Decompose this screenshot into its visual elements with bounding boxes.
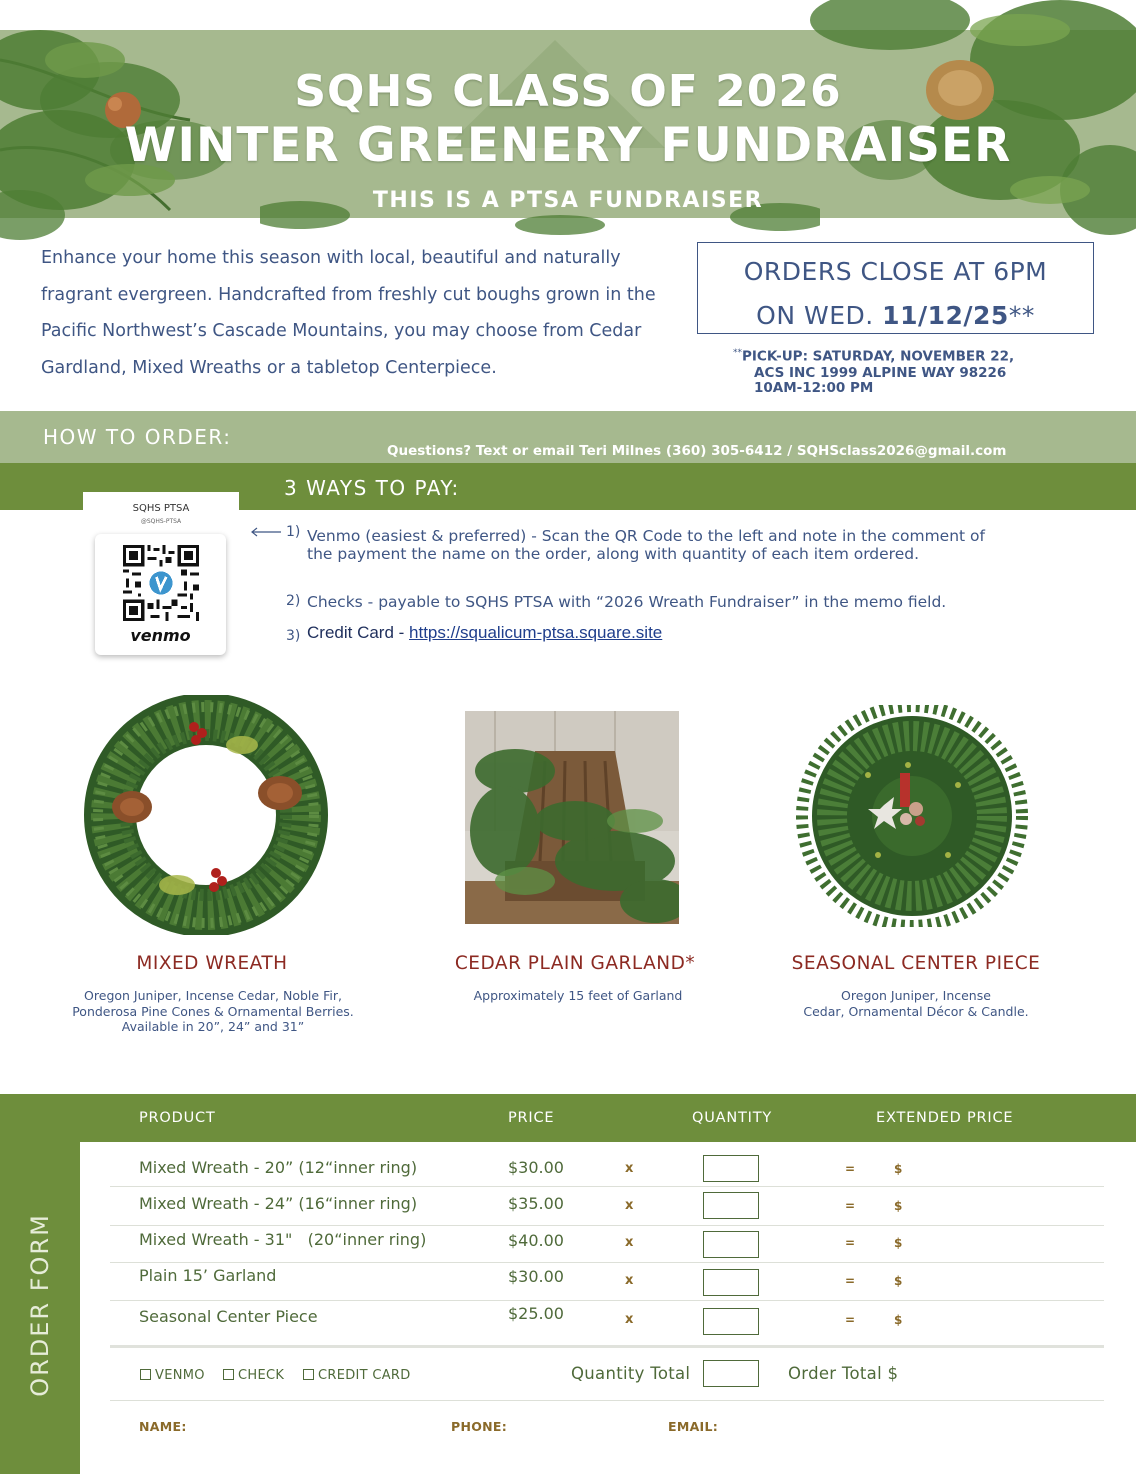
times-symbol: x bbox=[625, 1161, 634, 1176]
equals-symbol: = bbox=[845, 1199, 856, 1213]
pickup-line-3: 10AM-12:00 PM bbox=[754, 379, 874, 396]
row-divider bbox=[110, 1262, 1104, 1263]
header-product: PRODUCT bbox=[139, 1110, 216, 1126]
desc-line: Ponderosa Pine Cones & Ornamental Berries. bbox=[72, 1003, 354, 1019]
row-divider bbox=[110, 1400, 1104, 1401]
venmo-logo: venmo bbox=[130, 626, 191, 645]
payment-option-label: VENMO bbox=[155, 1368, 205, 1383]
pickup-marker: ** bbox=[733, 348, 742, 358]
row-product: Mixed Wreath - 20” (12“inner ring) bbox=[139, 1158, 418, 1177]
row-product: Mixed Wreath - 31" (20“inner ring) bbox=[139, 1230, 427, 1249]
venmo-subhandle: @SQHS-PTSA bbox=[140, 518, 182, 525]
product-name-cedar-garland: CEDAR PLAIN GARLAND* bbox=[454, 953, 696, 974]
deadline-suffix: ** bbox=[1008, 301, 1035, 330]
quantity-total-input[interactable] bbox=[703, 1360, 759, 1387]
deadline-line-2 bbox=[698, 301, 1093, 330]
order-total-label: Order Total $ bbox=[788, 1364, 899, 1383]
row-price: $35.00 bbox=[508, 1194, 564, 1213]
header-extended-price: EXTENDED PRICE bbox=[876, 1110, 1014, 1126]
title-line-2: WINTER GREENERY FUNDRAISER bbox=[124, 118, 1012, 173]
times-symbol: x bbox=[625, 1235, 634, 1250]
desc-line: Cedar, Ornamental Décor & Candle. bbox=[803, 1003, 1029, 1019]
arrow-left-icon bbox=[250, 526, 282, 538]
desc-line: Approximately 15 feet of Garland bbox=[473, 988, 683, 1003]
deadline-prefix: ON WED. bbox=[756, 301, 883, 330]
payment-option-credit-card[interactable] bbox=[303, 1368, 411, 1383]
venmo-qr-code[interactable] bbox=[123, 545, 199, 621]
product-name-centerpiece: SEASONAL CENTER PIECE bbox=[791, 953, 1041, 974]
times-symbol: x bbox=[625, 1312, 634, 1327]
product-name-mixed-wreath: MIXED WREATH bbox=[136, 953, 288, 974]
product-desc-centerpiece bbox=[786, 988, 1046, 1019]
quantity-input-garland[interactable] bbox=[703, 1269, 759, 1296]
equals-symbol: = bbox=[845, 1236, 856, 1250]
equals-symbol: = bbox=[845, 1274, 856, 1288]
times-symbol: x bbox=[625, 1273, 634, 1288]
pickup-info bbox=[733, 344, 1073, 396]
row-divider bbox=[110, 1225, 1104, 1226]
email-field-label[interactable]: EMAIL: bbox=[668, 1419, 719, 1434]
intro-paragraph: Enhance your home this season with local, beautiful and naturally fragrant evergreen. Handcrafted from freshly cut boughs grown in the Pacific Northwest’s Cascade Mountains, you may choose from Cedar Gardland, Mixed Wreaths or a tabletop Centerpiece. bbox=[41, 248, 656, 378]
payment-way-text: Checks - payable to SQHS PTSA with “2026 Wreath Fundraiser” in the memo field. bbox=[307, 593, 947, 611]
quantity-input-wreath-31[interactable] bbox=[703, 1231, 759, 1258]
desc-line: Available in 20”, 24” and 31” bbox=[121, 1019, 305, 1034]
payment-way-number: 2) bbox=[286, 593, 301, 609]
extended-price-field[interactable]: $ bbox=[894, 1313, 903, 1327]
deadline-date: 11/12/25 bbox=[882, 301, 1009, 330]
quantity-total-label: Quantity Total bbox=[571, 1364, 691, 1383]
extended-price-field[interactable]: $ bbox=[894, 1199, 903, 1213]
seasonal-centerpiece-image bbox=[788, 705, 1036, 927]
row-price: $40.00 bbox=[508, 1231, 564, 1250]
row-product: Mixed Wreath - 24” (16“inner ring) bbox=[139, 1194, 418, 1213]
row-product: Plain 15’ Garland bbox=[139, 1266, 277, 1285]
ways-to-pay-label: 3 WAYS TO PAY: bbox=[284, 476, 460, 500]
checkbox-icon[interactable] bbox=[303, 1369, 314, 1380]
pickup-line-1: PICK-UP: SATURDAY, NOVEMBER 22, bbox=[742, 348, 1015, 365]
payment-option-venmo[interactable] bbox=[140, 1368, 205, 1383]
pickup-line-2: ACS INC 1999 ALPINE WAY 98226 bbox=[754, 364, 1007, 381]
payment-way-number: 3) bbox=[286, 628, 301, 644]
cedar-garland-image bbox=[465, 711, 679, 924]
product-desc-mixed-wreath bbox=[52, 988, 374, 1035]
payment-way-number: 1) bbox=[286, 524, 301, 540]
subtitle: THIS IS A PTSA FUNDRAISER bbox=[372, 188, 764, 213]
row-product: Seasonal Center Piece bbox=[139, 1307, 318, 1326]
title-line-1: SQHS CLASS OF 2026 bbox=[294, 66, 842, 117]
deadline-line-1: ORDERS CLOSE AT 6PM bbox=[743, 257, 1048, 286]
payment-option-label: CREDIT CARD bbox=[318, 1368, 411, 1383]
credit-card-link[interactable]: https://squalicum-ptsa.square.site bbox=[409, 623, 663, 642]
payment-option-check[interactable] bbox=[223, 1368, 284, 1383]
mixed-wreath-image bbox=[82, 695, 330, 935]
row-divider bbox=[110, 1300, 1104, 1301]
header-banner bbox=[0, 0, 1136, 240]
extended-price-field[interactable]: $ bbox=[894, 1236, 903, 1250]
checkbox-icon[interactable] bbox=[140, 1369, 151, 1380]
desc-line: Oregon Juniper, Incense bbox=[841, 988, 991, 1003]
extended-price-field[interactable]: $ bbox=[894, 1162, 903, 1176]
header-price: PRICE bbox=[508, 1110, 555, 1126]
equals-symbol: = bbox=[845, 1313, 856, 1327]
desc-line: Oregon Juniper, Incense Cedar, Noble Fir, bbox=[84, 988, 342, 1003]
quantity-input-centerpiece[interactable] bbox=[703, 1308, 759, 1335]
payment-option-label: CHECK bbox=[238, 1368, 285, 1383]
row-divider bbox=[110, 1345, 1104, 1348]
checkbox-icon[interactable] bbox=[223, 1369, 234, 1380]
order-form-label: ORDER FORM bbox=[26, 1213, 54, 1397]
quantity-input-wreath-24[interactable] bbox=[703, 1192, 759, 1219]
header-quantity: QUANTITY bbox=[692, 1110, 773, 1126]
product-desc-cedar-garland bbox=[430, 988, 726, 1004]
phone-field-label[interactable]: PHONE: bbox=[451, 1419, 508, 1434]
venmo-handle: SQHS PTSA bbox=[132, 503, 190, 514]
row-price: $25.00 bbox=[508, 1304, 564, 1323]
times-symbol: x bbox=[625, 1198, 634, 1213]
row-price: $30.00 bbox=[508, 1158, 564, 1177]
payment-way-text: Venmo (easiest & preferred) - Scan the QR Code to the left and note in the comment of the payment the name on the order, along with quantity of each item ordered. bbox=[307, 527, 985, 563]
how-to-order-label: HOW TO ORDER: bbox=[43, 425, 232, 449]
name-field-label[interactable]: NAME: bbox=[139, 1419, 187, 1434]
row-price: $30.00 bbox=[508, 1267, 564, 1286]
deadline-box bbox=[697, 242, 1094, 334]
row-divider bbox=[110, 1186, 1104, 1187]
equals-symbol: = bbox=[845, 1162, 856, 1176]
payment-way-text: Credit Card - bbox=[307, 623, 410, 642]
quantity-input-wreath-20[interactable] bbox=[703, 1155, 759, 1182]
questions-contact: Questions? Text or email Teri Milnes (360) 305-6412 / SQHSclass2026@gmail.com bbox=[387, 443, 1007, 459]
extended-price-field[interactable]: $ bbox=[894, 1274, 903, 1288]
